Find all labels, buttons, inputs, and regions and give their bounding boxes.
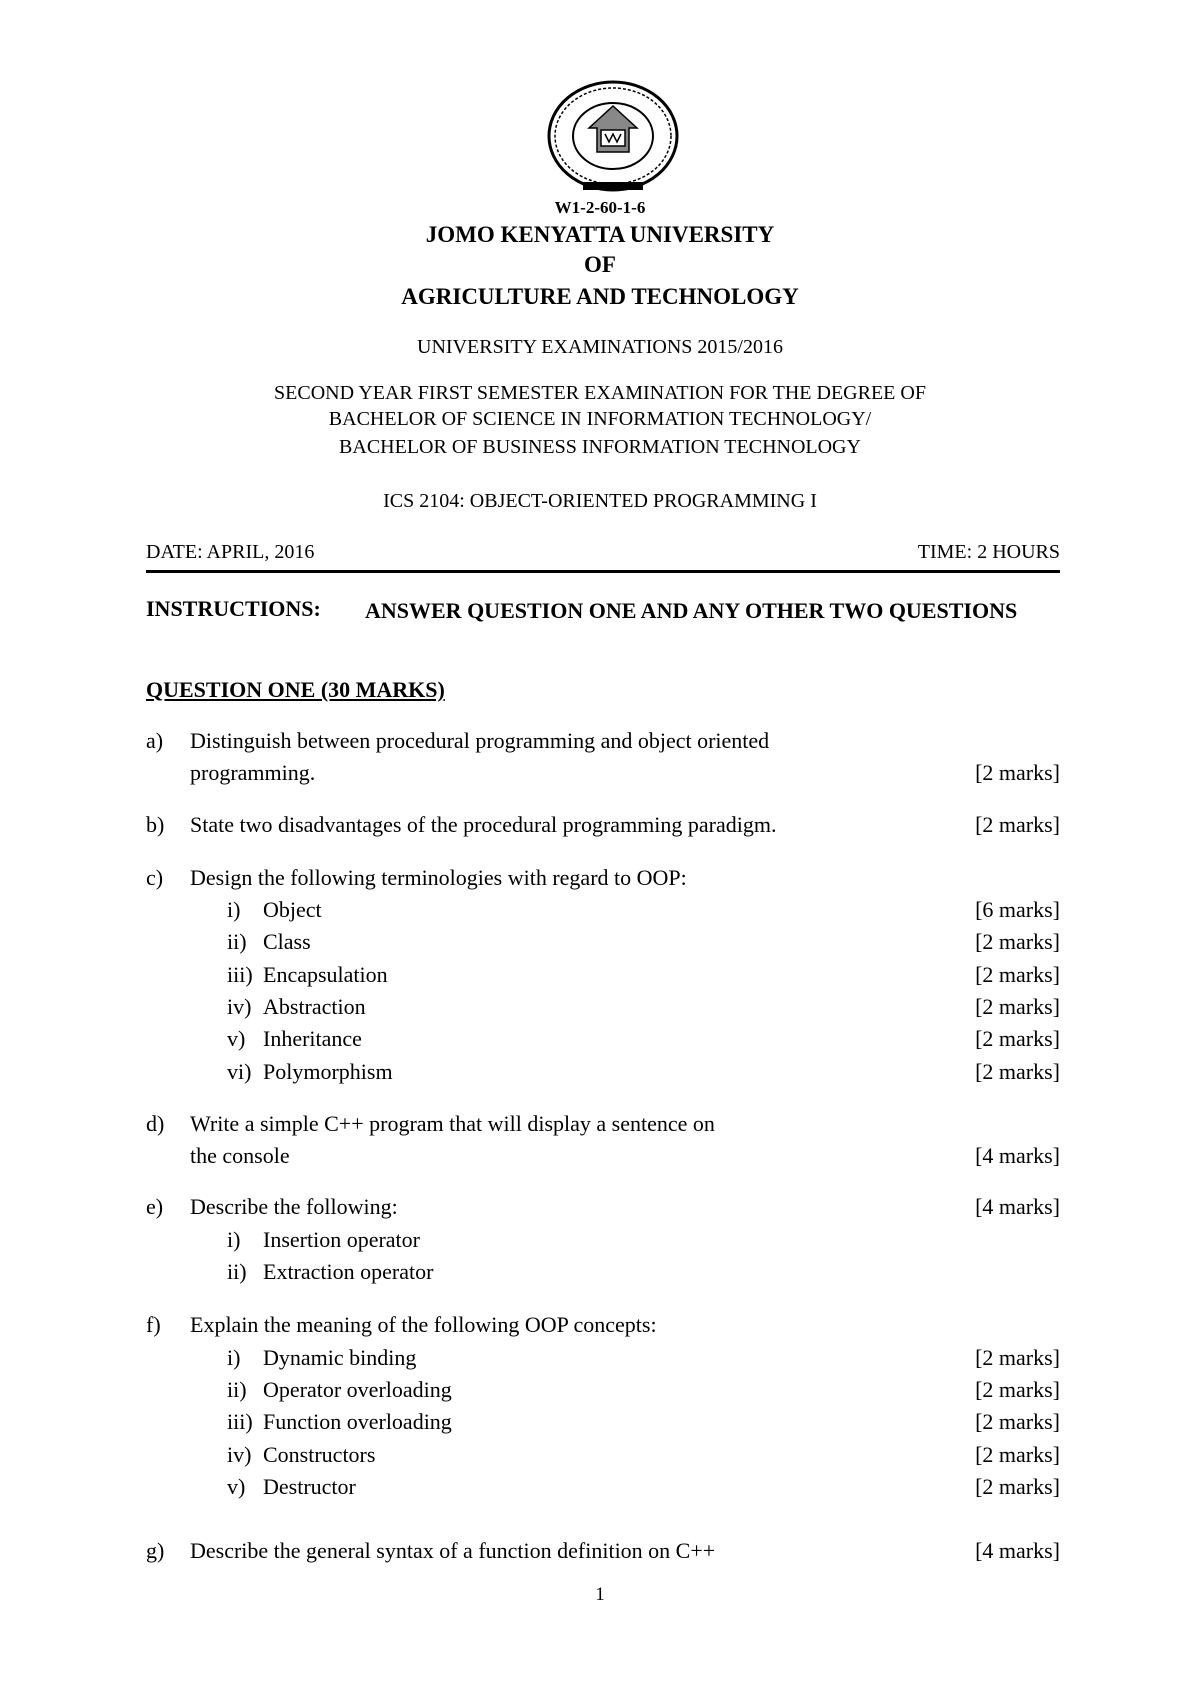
university-name-line1: JOMO KENYATTA UNIVERSITY <box>425 222 775 247</box>
question-g-marks: [4 marks] <box>975 1538 1060 1563</box>
list-item-marks: [2 marks] <box>975 994 1060 1019</box>
list-item-marks: [2 marks] <box>975 1026 1060 1051</box>
instructions-label: INSTRUCTIONS: <box>146 596 321 621</box>
university-name-line2: OF <box>584 252 616 277</box>
question-c-text: Design the following terminologies with regard to OOP: <box>190 865 687 890</box>
list-item: ii) Operator overloading <box>227 1377 452 1402</box>
question-e-marks: [4 marks] <box>975 1194 1060 1219</box>
list-item: iii) Function overloading <box>227 1409 452 1434</box>
question-a-text-line2: programming. <box>190 760 316 785</box>
list-item: i) Insertion operator <box>227 1227 420 1252</box>
university-name-line3: AGRICULTURE AND TECHNOLOGY <box>401 284 799 309</box>
list-item-marks: [2 marks] <box>975 1442 1060 1467</box>
list-item: ii) Class <box>227 929 311 954</box>
list-item-marks: [2 marks] <box>975 1059 1060 1084</box>
instructions-text: ANSWER QUESTION ONE AND ANY OTHER TWO QUESTIONS <box>365 598 1018 623</box>
list-item-marks: [2 marks] <box>975 962 1060 987</box>
university-seal-icon <box>545 78 681 198</box>
question-a-text-line1: Distinguish between procedural programming and object oriented <box>190 728 770 753</box>
question-letter-e: e) <box>146 1194 164 1219</box>
question-d-text-line2: the console <box>190 1143 290 1168</box>
question-a-marks: [2 marks] <box>975 760 1060 785</box>
list-item: iv) Abstraction <box>227 994 366 1019</box>
degree-line1: SECOND YEAR FIRST SEMESTER EXAMINATION FOR THE DEGREE OF <box>274 382 926 404</box>
list-item: iii) Encapsulation <box>227 962 388 987</box>
list-item: i) Dynamic binding <box>227 1345 417 1370</box>
degree-line2: BACHELOR OF SCIENCE IN INFORMATION TECHNOLOGY/ <box>328 408 872 430</box>
exam-date: DATE: APRIL, 2016 <box>146 541 315 563</box>
list-item: i) Object <box>227 897 322 922</box>
question-letter-f: f) <box>146 1312 161 1337</box>
degree-line3: BACHELOR OF BUSINESS INFORMATION TECHNOLOGY <box>339 436 861 458</box>
list-item: v) Destructor <box>227 1474 356 1499</box>
page-number: 1 <box>595 1584 605 1605</box>
question-b-text: State two disadvantages of the procedural programming paradigm. <box>190 812 777 837</box>
question-g-text: Describe the general syntax of a function definition on C++ <box>190 1538 716 1563</box>
question-letter-a: a) <box>146 728 164 753</box>
question-d-marks: [4 marks] <box>975 1143 1060 1168</box>
list-item-marks: [2 marks] <box>975 1409 1060 1434</box>
list-item: vi) Polymorphism <box>227 1059 393 1084</box>
course-title: ICS 2104: OBJECT-ORIENTED PROGRAMMING I <box>383 490 817 512</box>
list-item: iv) Constructors <box>227 1442 376 1467</box>
question-b-marks: [2 marks] <box>975 812 1060 837</box>
list-item: ii) Extraction operator <box>227 1259 434 1284</box>
exam-duration: TIME: 2 HOURS <box>917 541 1060 563</box>
list-item-marks: [2 marks] <box>975 929 1060 954</box>
header-divider <box>146 570 1060 573</box>
question-e-text: Describe the following: <box>190 1194 398 1219</box>
question-letter-g: g) <box>146 1538 165 1563</box>
question-letter-c: c) <box>146 865 164 890</box>
paper-code: W1-2-60-1-6 <box>554 198 646 217</box>
question-letter-b: b) <box>146 812 165 837</box>
question-one-heading: QUESTION ONE (30 MARKS) <box>146 677 445 702</box>
question-letter-d: d) <box>146 1111 165 1136</box>
question-f-text: Explain the meaning of the following OOP concepts: <box>190 1312 657 1337</box>
exam-title: UNIVERSITY EXAMINATIONS 2015/2016 <box>417 336 783 358</box>
list-item-marks: [2 marks] <box>975 1377 1060 1402</box>
question-d-text-line1: Write a simple C++ program that will display a sentence on <box>190 1111 715 1136</box>
list-item: v) Inheritance <box>227 1026 362 1051</box>
list-item-marks: [2 marks] <box>975 1474 1060 1499</box>
list-item-marks: [2 marks] <box>975 1345 1060 1370</box>
list-item-marks: [6 marks] <box>975 897 1060 922</box>
